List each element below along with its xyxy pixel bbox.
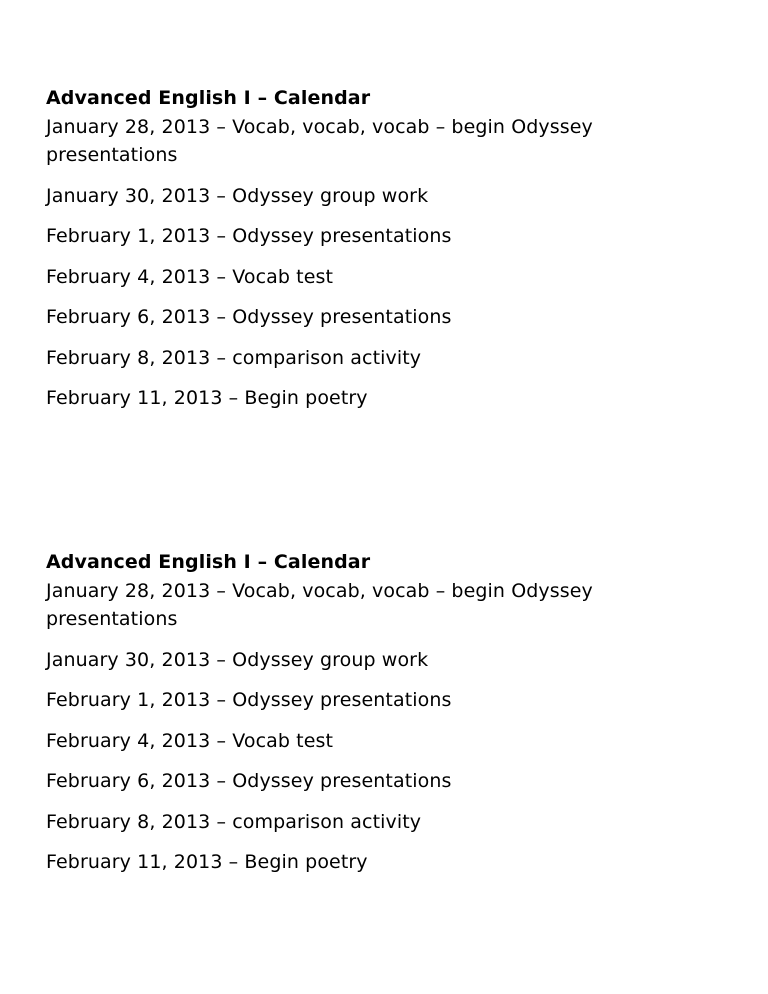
calendar-section [46,86,726,425]
calendar-title: Advanced English I – Calendar [46,551,371,573]
calendar-entry: February 1, 2013 – Odyssey presentations [46,689,452,711]
calendar-entry: February 8, 2013 – comparison activity [46,346,422,369]
calendar-entry: February 11, 2013 – Begin poetry [46,851,368,873]
calendar-entry: February 6, 2013 – Odyssey presentations [46,770,452,792]
calendar-entry: February 6, 2013 – Odyssey presentations [46,306,452,328]
calendar-entry: February 11, 2013 – Begin poetry [46,387,368,409]
calendar-entry: February 4, 2013 – Vocab test [46,729,334,752]
calendar-entry: January 28, 2013 – Vocab, vocab, vocab – begin Odyssey presentations [46,580,593,630]
calendar-entry: January 30, 2013 – Odyssey group work [46,648,429,671]
calendar-section [46,550,726,889]
calendar-entry-list [46,577,726,876]
calendar-entry: January 28, 2013 – Vocab, vocab, vocab – begin Odyssey presentations [46,116,593,166]
calendar-title: Advanced English I – Calendar [46,87,371,109]
calendar-entry: February 4, 2013 – Vocab test [46,265,334,288]
calendar-entry-list [46,113,726,412]
calendar-entry: February 8, 2013 – comparison activity [46,810,422,833]
calendar-entry: February 1, 2013 – Odyssey presentations [46,225,452,247]
calendar-entry: January 30, 2013 – Odyssey group work [46,184,429,207]
